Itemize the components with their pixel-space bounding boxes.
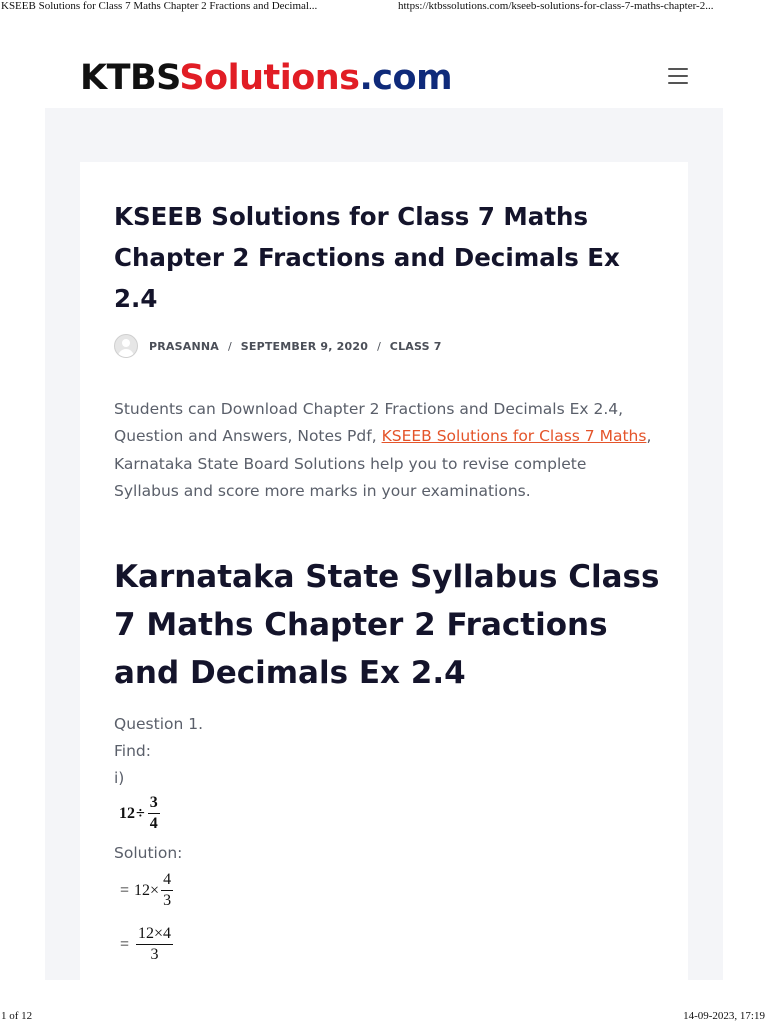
math-equals-sign: =	[120, 881, 130, 899]
print-header	[0, 0, 768, 14]
math-whole-number: 12	[119, 804, 135, 822]
logo-text-ktbs: KTBS	[80, 58, 180, 98]
find-label: Find:	[114, 742, 151, 760]
math-multiply-operator: ×	[150, 881, 160, 899]
math-whole-number: 12	[134, 881, 151, 899]
part-label: i)	[114, 769, 125, 787]
solution-step-1	[120, 872, 173, 909]
fraction-denominator: 3	[163, 892, 172, 909]
hamburger-menu-icon[interactable]	[668, 68, 688, 84]
solution-step-2	[120, 926, 173, 963]
kseeb-class7-maths-link[interactable]: KSEEB Solutions for Class 7 Maths	[381, 427, 647, 446]
logo-text-com: .com	[359, 58, 453, 98]
post-meta	[114, 334, 442, 358]
fraction-numerator: 3	[148, 795, 160, 814]
fraction-denominator: 3	[150, 946, 159, 963]
logo-text-solutions: Solutions	[179, 58, 360, 98]
print-page-url: https://ktbssolutions.com/kseeb-solutions-for-class-7-maths-chapter-2...	[398, 0, 714, 12]
post-author-link[interactable]: PRASANNA	[149, 339, 220, 353]
post-title: KSEEB Solutions for Class 7 Maths Chapter 2 Fractions and Decimals Ex 2.4	[114, 202, 620, 313]
math-equals-sign: =	[120, 935, 130, 953]
print-datetime: 14-09-2023, 17:19	[683, 1010, 765, 1022]
math-fraction	[136, 926, 173, 963]
fraction-numerator: 12×4	[136, 926, 173, 945]
intro-paragraph	[114, 396, 654, 505]
math-fraction	[161, 872, 173, 909]
question-expression	[119, 795, 160, 832]
math-divide-operator: ÷	[136, 804, 145, 822]
author-avatar-icon[interactable]	[114, 334, 138, 358]
question-label: Question 1.	[114, 715, 204, 733]
section-heading: Karnataka State Syllabus Class 7 Maths Chapter 2 Fractions and Decimals Ex 2.4	[114, 559, 660, 691]
fraction-denominator: 4	[149, 815, 158, 832]
intro-text-start: Students can Download Chapter 2 Fractions and Decimals Ex 2.4, Question and Answers, Notes Pdf,	[114, 400, 624, 446]
post-date-link[interactable]: SEPTEMBER 9, 2020	[240, 339, 369, 353]
intro-text-end: , Karnataka State Board Solutions help you to revise complete Syllabus and score more marks in your examinations.	[114, 427, 652, 500]
site-logo[interactable]	[80, 56, 452, 100]
meta-separator: /	[377, 339, 381, 353]
print-footer	[0, 1010, 768, 1024]
math-fraction	[148, 795, 160, 832]
print-page-number: 1 of 12	[1, 1010, 33, 1022]
meta-separator: /	[228, 339, 232, 353]
solution-label: Solution:	[114, 844, 183, 862]
fraction-numerator: 4	[161, 872, 173, 891]
post-category-link[interactable]: CLASS 7	[389, 339, 442, 353]
site-header	[0, 52, 768, 104]
print-page-title: KSEEB Solutions for Class 7 Maths Chapter 2 Fractions and Decimal...	[1, 0, 318, 12]
